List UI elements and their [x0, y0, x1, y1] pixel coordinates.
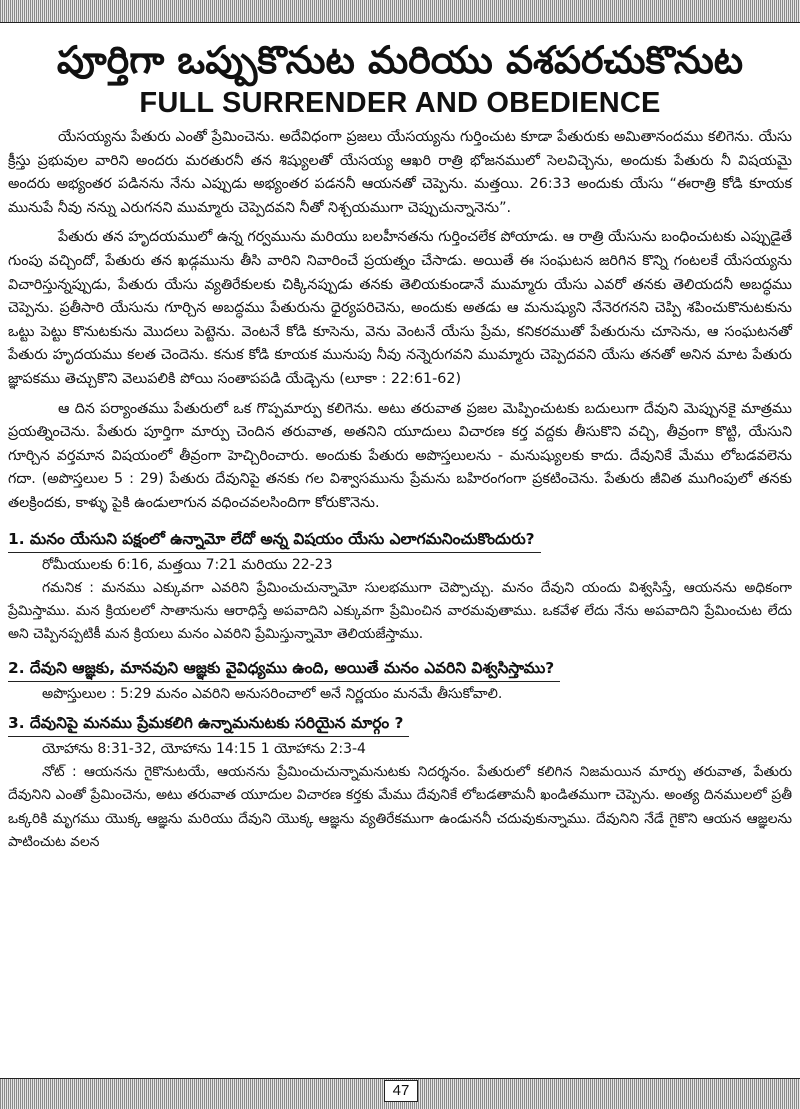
- question-heading-2: 2. దేవుని ఆజ్ఞకు, మానవుని ఆజ్ఞకు వైవిధ్యము ఉంది, అయితే మనం ఎవరిని విశ్వసిస్తాము?: [8, 655, 560, 682]
- title-english: FULL SURRENDER AND OBEDIENCE: [139, 87, 661, 119]
- title-telugu: పూర్తిగా ఒప్పుకొనుట మరియు వశపరచుకొనుట: [56, 38, 744, 82]
- question-reference-2: అపొస్తులుల : 5:29 మనం ఎవరిని అనుసరించాలో అనే నిర్ణయం మనమే తీసుకోవాలి.: [42, 685, 503, 702]
- page-content: [8, 34, 792, 858]
- question-heading-1: 1. మనం యేసుని పక్షంలో ఉన్నామో లేదో అన్న విషయం యేసు ఎలాగమనించుకొందురు?: [8, 526, 541, 553]
- question-note-1: గమనిక : మనము ఎక్కువగా ఎవరిని ప్రేమించుచున్నామో సులభముగా చెప్పొచ్చు. మనం దేవుని యందు విశ్వసిస్తే, ఆయనను అధికంగా ప్రేమిస్తాము. మన క్రియలలో సాతానును ఆరాధిస్తే అపవాదిని ఎక్కువగా ప్రేమించిన వారమవుతాము. ఒకవేళ లేదు నేను అపవాదిని ప్రేమించుట లేదు అని చెప్పినప్పటికీ మన క్రియలు మనం ఎవరిని ప్రేమిస్తున్నామో తెలియజేస్తాము.: [8, 579, 792, 643]
- paragraph-1: యేసయ్యను పేతురు ఎంతో ప్రేమించెను. అదేవిధంగా ప్రజలు యేసయ్యను గుర్తించుట కూడా పేతురుకు అమితానందము కలిగెను. యేసు క్రీస్తు ప్రభువుల వారిని అందరు మరతురనీ తన శిష్యులతో యేసయ్య ఆఖరి రాత్రి భోజనములో సెలవిచ్చెను, అందుకు పేతురు నీ విషయమై అందరు అభ్యంతర పడినను నేను ఎప్పుడు అభ్యంతర పడననీ ఆయనతో చెప్పెను. మత్తయి. 26:33 అందుకు యేసు “ఈరాత్రి కోడి కూయక మునుపే నీవు నన్ను ఎరుగనని ముమ్మారు చెప్పెదవని నీతో నిశ్చయముగా చెప్పుచున్నానెను”.: [8, 129, 792, 216]
- page-number: 47: [384, 1080, 418, 1102]
- question-reference-1: రోమీయులకు 6:16, మత్తయి 7:21 మరియు 22-23: [42, 556, 333, 573]
- question-reference-3: యోహాను 8:31-32, యోహాను 14:15 1 యోహాను 2:3-4: [42, 740, 366, 757]
- question-block-2: [8, 651, 792, 706]
- paragraph-3: ఆ దిన పర్యాంతము పేతురులో ఒక గొప్పమార్పు కలిగెను. అటు తరువాత ప్రజల మెప్పించుటకు బదులుగా దేవుని మెప్పునకై మాత్రము ప్రయత్నించెను. పేతురు పూర్తిగా మార్పు చెందిన తరువాత, అతనిని యూదులు విచారణ కర్త వద్దకు తీసుకొని వచ్చి, తీవ్రంగా కొట్టి, యేసుని గూర్చిన వర్తమాన విషయంలో తీవ్రంగా హెచ్చిరించారు. అందుకు పేతురు అపొస్తలులను - మనుష్యులకు కాదు. దేవునికే మేము లోబడవలెను గదా. (అపొస్తలుల 5 : 29) పేతురు దేవునిపై తనకు గల విశ్వాసమును ప్రేమను బహిరంగంగా ప్రకటించెను. పేతురు జీవిత ముగింపులో తనకు తలక్రిందకు, కాళ్ళు పైకి ఉండులాగున వధించవలసిందిగా కోరుకొనెను.: [8, 400, 792, 511]
- question-block-3: [8, 706, 792, 855]
- top-border-band: [0, 0, 800, 23]
- question-heading-3: 3. దేవునిపై మనము ప్రేమకలిగి ఉన్నామనుటకు సరియైన మార్గం ?: [8, 710, 409, 737]
- question-block-1: [8, 522, 792, 647]
- question-note-3: నోట్ : ఆయనను గైకొనుటయే, ఆయనను ప్రేమించుచున్నామనుటకు నిదర్శనం. పేతురులో కలిగిన నిజమయిన మార్పు తరువాత, పేతురు దేవునిని ఎంతో ప్రేమించెను, అటు తరువాత యూదుల విచారణ కర్తకు మేము దేవునికే లోబడతామనీ ఖండితముగా చెప్పెను. అంత్య దినములలో ప్రతీ ఒక్కరికి మృగము యొక్క ఆజ్ఞను మరియు దేవుని యొక్క ఆజ్ఞను వ్యతిరేకముగా ఉండుననీ చదువుకున్నాము. దేవునిని నేడే గైకొని ఆయన ఆజ్ఞలను పాటించుట వలన: [8, 763, 792, 850]
- paragraph-2: పేతురు తన హృదయములో ఉన్న గర్వమును మరియు బలహీనతను గుర్తించలేక పోయాడు. ఆ రాత్రి యేసును బంధించుటకు ఎప్పుడైతే గుంపు వచ్చిందో, పేతురు తన ఖడ్గమును తీసి వారిని నివారించే ప్రయత్నం చేసాడు. అయితే ఈ సంఘటన జరిగిన కొన్ని గంటలకే యేసయ్యను విచారిస్తున్నప్పుడు, పేతురు యేసు వ్యతిరేకులకు చిక్కినప్పుడు తనకు తెలియకుండానే ముమ్మారు యేసు ఎవరో తనకు తెలియదనీ అబద్ధము చెప్పెను. ప్రతీసారి యేసును గూర్చిన అబద్ధము పేతురును ధైర్యపరిచెను, అందుకు అతడు ఆ మనుష్యుని నేనెరగనని చెప్పి శపించుకొనుటకును ఒట్టు పెట్టు కొనుటకును మొదలు పెట్టెను. వెంటనే కోడి కూసెను, వెను వెంటనే యేసు ప్రేమ, కనికరముతో పేతురును చూసెను, ఆ సంఘటనతో పేతురు హృదయము కలత చెందెను. కనుక కోడి కూయక మునుపు నీవు నన్నెరుగవని ముమ్మారు చెప్పెదవని యేసు తనతో అనిన మాట పేతురు జ్ఞాపకము తెచ్చుకొని వెలుపలికి పోయి సంతాపపడి యేడ్చెను (లూకా : 22:61-62): [8, 229, 792, 387]
